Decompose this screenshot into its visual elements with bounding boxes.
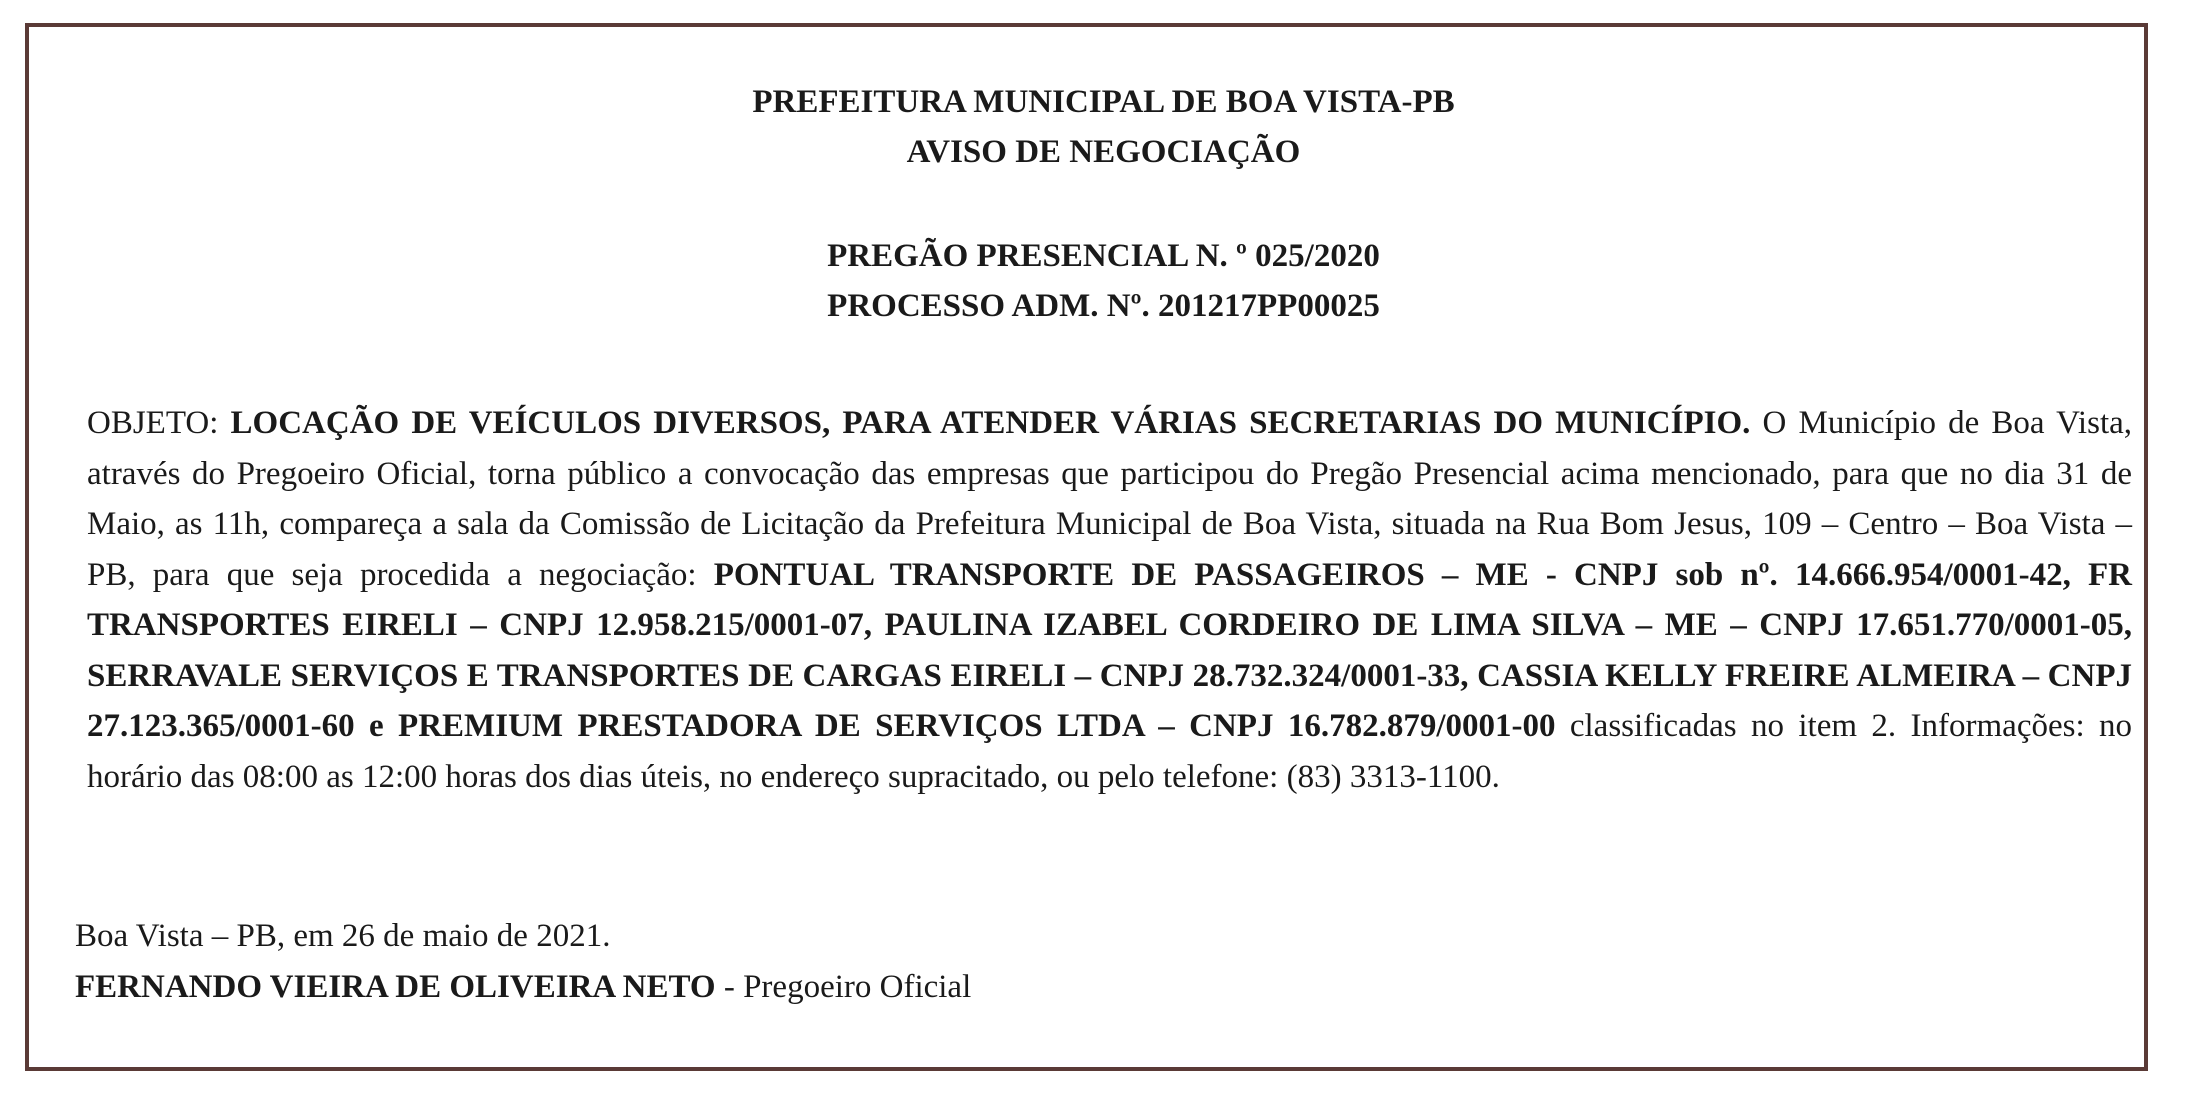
objeto-text: LOCAÇÃO DE VEÍCULOS DIVERSOS, PARA ATENDER VÁRIAS SECRETARIAS DO MUNICÍPIO. — [230, 405, 1751, 441]
objeto-label: OBJETO: — [87, 405, 231, 441]
signer-role: - Pregoeiro Oficial — [715, 969, 972, 1005]
document-title-auction: PREGÃO PRESENCIAL N. º 025/2020 — [827, 238, 1380, 274]
document-title-municipality: PREFEITURA MUNICIPAL DE BOA VISTA-PB — [752, 84, 1455, 120]
notice-body — [87, 398, 2132, 802]
signer-name: FERNANDO VIEIRA DE OLIVEIRA NETO — [75, 969, 716, 1005]
companies-list: PONTUAL TRANSPORTE DE PASSAGEIROS – ME - CNPJ sob nº. 14.666.954/0001-42, FR TRANSPORTES EIRELI – CNPJ 12.958.215/0001-07, PAULINA IZABEL CORDEIRO DE LIMA SILVA – ME – CNPJ 17.651.770/0001-05, SERRAVALE SERVIÇOS E TRANSPORTES DE CARGAS EIRELI – CNPJ 28.732.324/0001-33, CASSIA KELLY FREIRE ALMEIRA – CNPJ 27.123.365/0001-60 e PREMIUM PRESTADORA DE SERVIÇOS LTDA – CNPJ 16.782.879/0001-00 — [87, 556, 2133, 744]
signature-line — [75, 963, 971, 1011]
notice-intro: O Município de Boa Vista, através do Pregoeiro Oficial, torna público a convocação das empresas que participou do Pregão Presencial acima mencionado, para que no dia 31 de Maio, as 11h, compareça a sala da Comissão de Licitação da Prefeitura Municipal de Boa Vista, situada na Rua Bom Jesus, 109 – Centro – Boa Vista – PB, para que seja procedida a negociação: — [87, 405, 2133, 593]
document-title-notice: AVISO DE NEGOCIAÇÃO — [906, 134, 1301, 170]
document-title-process: PROCESSO ADM. Nº. 201217PP00025 — [827, 288, 1380, 324]
notice-closing: classificadas no item 2. Informações: no horário das 08:00 as 12:00 horas dos dias úteis, no endereço supracitado, ou pelo telefone: (83) 3313-1100. — [87, 708, 2132, 795]
place-date: Boa Vista – PB, em 26 de maio de 2021. — [75, 918, 611, 954]
